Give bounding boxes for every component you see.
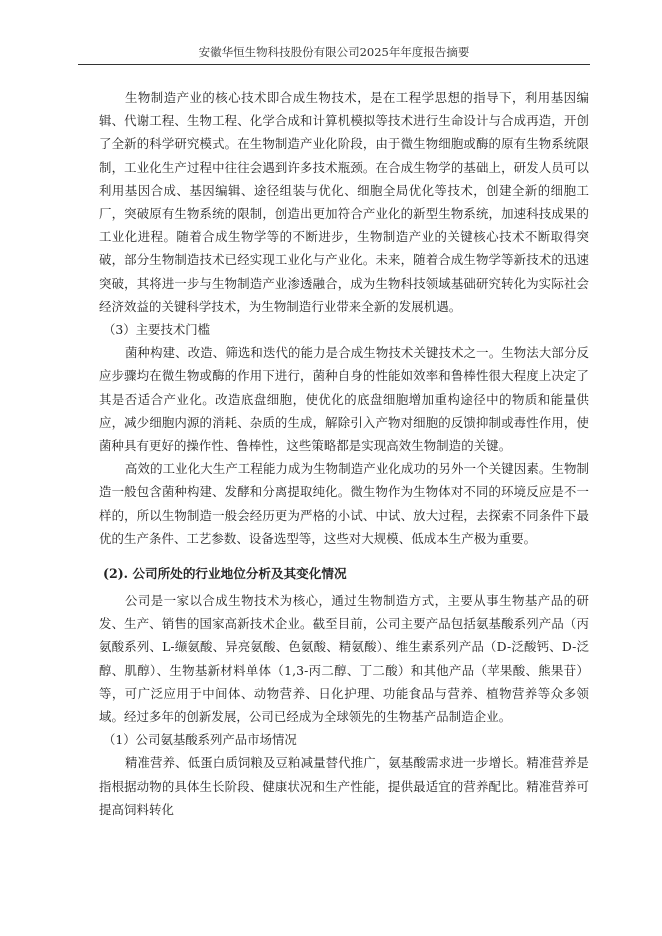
paragraph-strain-construction: 菌种构建、改造、筛选和迭代的能力是合成生物技术关键技术之一。生物法大部分反应步骤均在微生物或酶的作用下进行，菌种自身的性能如效率和鲁棒性很大程度上决定了其是否适合产业化。改造底盘细胞，使优化的底盘细胞增加重构途径中的物质和能量供应，减少细胞内源的消耗、杂质的生成，解除引入产物对细胞的反馈抑制或毒性作用，使菌种具有更好的操作性、鲁棒性，这些策略都是实现高效生物制造的关键。 xyxy=(99,345,589,454)
report-title: 安徽华恒生物科技股份有限公司2025年年度报告摘要 xyxy=(198,45,470,59)
paragraph-company-overview: 公司是一家以合成生物技术为核心，通过生物制造方式，主要从事生物基产品的研发、生产、销售的国家高新技术企业。截至目前，公司主要产品包括氨基酸系列产品（丙氨酸系列、L-缬氨酸、异亮氨酸、色氨酸、精氨酸）、维生素系列产品（D-泛酸钙、D-泛醇、肌醇）、生物基新材料单体（1,3-丙二醇、丁二酸）和其他产品（苹果酸、熊果苷）等，可广泛应用于中间体、动物营养、日化护理、功能食品与营养、植物营养等众多领域。经过多年的创新发展，公司已经成为全球领先的生物基产品制造企业。 xyxy=(99,593,589,725)
subheading-tech-barriers: （3）主要技术门槛 xyxy=(103,322,211,338)
page-header xyxy=(78,44,590,65)
paragraph-core-tech: 生物制造产业的核心技术即合成生物技术，是在工程学思想的指导下，利用基因编辑、代谢工程、生物工程、化学合成和计算机模拟等技术进行生命设计与合成再造，开创了全新的科学研究模式。在生物制造产业化阶段，由于微生物细胞或酶的原有生物系统限制，工业化生产过程中往往会遇到许多技术瓶颈。在合成生物学的基础上，研发人员可以利用基因合成、基因编辑、途径组装与优化、细胞全局优化等技术，创建全新的细胞工厂，突破原有生物系统的限制，创造出更加符合产业化的新型生物系统，加速科技成果的工业化进程。随着合成生物学等的不断进步，生物制造产业的关键核心技术不断取得突破，部分生物制造技术已经实现工业化与产业化。未来，随着合成生物学等新技术的迅速突破，其将进一步与生物制造产业渗透融合，成为生物科技领域基础研究转化为实际社会经济效益的关键科学技术，为生物制造行业带来全新的发展机遇。 xyxy=(99,90,589,314)
document-body xyxy=(99,86,589,821)
paragraph-industrial-engineering: 高效的工业化大生产工程能力成为生物制造产业化成功的另外一个关键因素。生物制造一般包含菌种构建、发酵和分离提取纯化。微生物作为生物体对不同的环境反应是不一样的，所以生物制造一般会经历更为严格的小试、中试、放大过程，去探索不同条件下最优的生产条件、工艺参数、设备选型等，这些对大规模、低成本生产极为重要。 xyxy=(99,461,589,546)
paragraph-precision-nutrition: 精准营养、低蛋白质饲粮及豆粕减量替代推广，氨基酸需求进一步增长。精准营养是指根据动物的具体生长阶段、健康状况和生产性能，提供最适宜的营养配比。精准营养可提高饲料转化 xyxy=(99,755,589,817)
subheading-amino-acid-market: （1）公司氨基酸系列产品市场情况 xyxy=(103,732,297,748)
section-heading-industry-position: (2). 公司所处的行业地位分析及其变化情况 xyxy=(103,566,347,582)
